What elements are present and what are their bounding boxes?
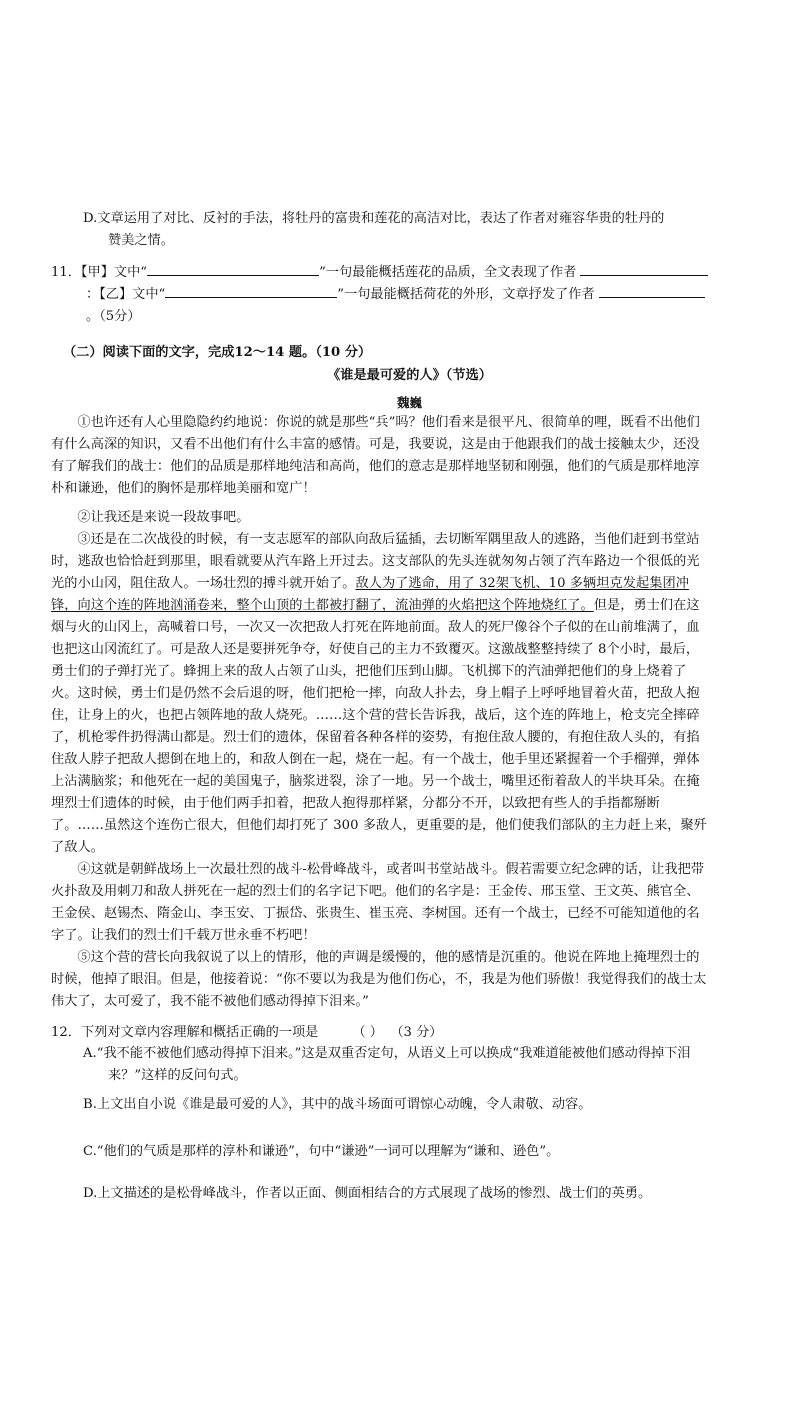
paragraph-2: ②让我还是来说一段故事吧。	[77, 510, 250, 525]
paragraph-3-text-a: ③还是在二次战役的时候，有一支志愿军的部队向敌后猛插，去切断军隅里敌人的逃路，当他们赶到书堂站时，逃敌也恰恰赶到那里，眼看就要从汽车路上开过去。这支部队的先头连就匆匆占领了汽车路边一个很低的光光的小山冈，阻住敌人。一场壮烈的搏斗就开始了。	[51, 532, 700, 591]
q11-part2b: ”一句最能概括荷花的外形，文章抒发了作者	[337, 287, 595, 302]
q12-stem	[51, 1023, 442, 1043]
q12-option-d: D.上文描述的是松骨峰战斗，作者以正面、侧面相结合的方式展现了战场的惨烈、战士们的英勇。	[83, 1186, 652, 1201]
q11-blank-1[interactable]	[147, 262, 319, 276]
q10-option-d	[83, 208, 664, 252]
q11-line3: 。（5分）	[86, 309, 141, 324]
paragraph-4: ④这就是朝鲜战场上一次最壮烈的战斗-松骨峰战斗，或者叫书堂站战斗。假若需要立纪念碑的话，让我把带火扑敌及用刺刀和敌人拼死在一起的烈士们的名字记下吧。他们的名字是：王金传、邢玉堂、王文英、熊官全、王金侯、赵锡杰、隋金山、李玉安、丁振岱、张贵生、崔玉亮、李树国。还有一个战士，已经不可能知道他的名字了。让我们的烈士们千载万世永垂不朽吧！	[51, 862, 705, 943]
paragraph-3-text-b: 但是，勇士们在这烟与火的山冈上，高喊着口号，一次又一次把敌人打死在阵地前面。敌人的死尸像谷个子似的在山前堆满了，血也把这山冈流红了。可是敌人还是要拼死争夺，好使自己的主力不致覆灭。这激战整整持续了 8个小时，最后，勇士们的子弹打光了。蜂拥上来的敌人占领了山头，把他们压到山脚。飞机掷下的汽油弹把他们的身上烧着了火。这时候，勇士们是仍然不会后退的呀，他们把枪一摔，向敌人扑去，身上帽子上呼呼地冒着火苗，把敌人抱住，让身上的火，也把占领阵地的敌人烧死。……这个营的营长告诉我，战后，这个连的阵地上，枪支完全摔碎了，机枪零件扔得满山都是。烈士们的遗体，保留着各种各样的姿势，有抱住敌人腰的，有抱住敌人头的，有掐住敌人脖子把敌人摁倒在地上的，和敌人倒在一起，烧在一起。有一个战士，他手里还紧握着一个手榴弹，弹体上沾满脑浆；和他死在一起的美国鬼子，脑浆迸裂，涂了一地。另一个战士，嘴里还衔着敌人的半块耳朵。在掩埋烈士们遗体的时候，由于他们两手扣着，把敌人抱得那样紧，分都分不开，以致把有些人的手指都掰断了。……虽然这个连伤亡很大，但他们却打死了 300 多敌人，更重要的是，他们使我们部队的主力赶上来，聚歼了敌人。	[51, 598, 707, 855]
q12-stem-text: 12．下列对文章内容理解和概括正确的一项是	[51, 1025, 319, 1040]
q12-option-b: B.上文出自小说《谁是最可爱的人》，其中的战斗场面可谓惊心动魄，令人肃敬、动容。	[83, 1097, 592, 1112]
paragraph-3	[51, 529, 711, 859]
q11-line2	[51, 284, 708, 306]
q11-blank-4[interactable]	[599, 284, 705, 298]
passage-body	[51, 412, 711, 1013]
q12-answer-paren[interactable]: （ ）	[352, 1025, 383, 1040]
q11-line1	[51, 262, 708, 284]
section2-heading: （二）阅读下面的文字，完成12～14 题。（10 分）	[63, 345, 372, 360]
paragraph-3-underlined: 敌人为了逃命，用了 32架飞机、10 多辆坦克发起集团冲锋，向这个连的阵地汹涌卷来，整个山顶的土都被打翻了，流油弹的火焰把这个阵地烧红了。	[51, 576, 689, 613]
paragraph-1: ①也许还有人心里隐隐约约地说：你说的就是那些“兵”吗？他们看来是很平凡、很简单的哩，既看不出他们有什么高深的知识，又看不出他们有什么丰富的感情。可是，我要说，这是由于他跟我们的战士接触太少，还没有了解我们的战士：他们的品质是那样地纯洁和高尚，他们的意志是那样地坚韧和刚强，他们的气质是那样地淳朴和谦逊，他们的胸怀是那样地美丽和宽广！	[51, 415, 700, 496]
q12-option-a-line2: 来？”这样的反问句式。	[108, 1068, 247, 1083]
q11-blank-3[interactable]	[165, 284, 337, 298]
q12-option-c: C.“他们的气质是那样的淳朴和谦逊”，句中“谦逊”一词可以理解为“谦和、逊色”。	[83, 1144, 560, 1159]
q11	[51, 262, 708, 328]
q11-part2a: ：【乙】文中“	[86, 287, 166, 302]
q11-part1a: 【甲】文中“	[80, 265, 148, 280]
q11-part1b: ”一句最能概括莲花的品质，全文表现了作者	[319, 265, 577, 280]
paragraph-5: ⑤这个营的营长向我叙说了以上的情形，他的声调是缓慢的，他的感情是沉重的。他说在阵地上掩埋烈士的时候，他掉了眼泪。但是，他接着说：“你不要以为我是为他们伤心，不，我是为他们骄傲！我觉得我们的战士太伟大了，太可爱了，我不能不被他们感动得掉下泪来。”	[51, 950, 707, 1009]
q11-blank-2[interactable]	[580, 262, 708, 276]
q12-option-a	[83, 1043, 723, 1087]
q10-option-d-line2: 赞美之情。	[108, 233, 174, 248]
q10-option-d-line1: D.文章运用了对比、反衬的手法，将牡丹的富贵和莲花的高洁对比，表达了作者对雍容华贵的牡丹的	[83, 211, 665, 226]
q12-option-a-line1: A.“我不能不被他们感动得掉下泪来。”这是双重否定句，从语义上可以换成“我难道能被他们感动得掉下泪	[83, 1046, 691, 1061]
q12-score: （3 分）	[396, 1025, 443, 1040]
passage-author: 魏巍	[396, 395, 422, 410]
passage-title: 《谁是最可爱的人》（节选）	[327, 368, 492, 383]
q11-number: 11．	[51, 265, 81, 280]
